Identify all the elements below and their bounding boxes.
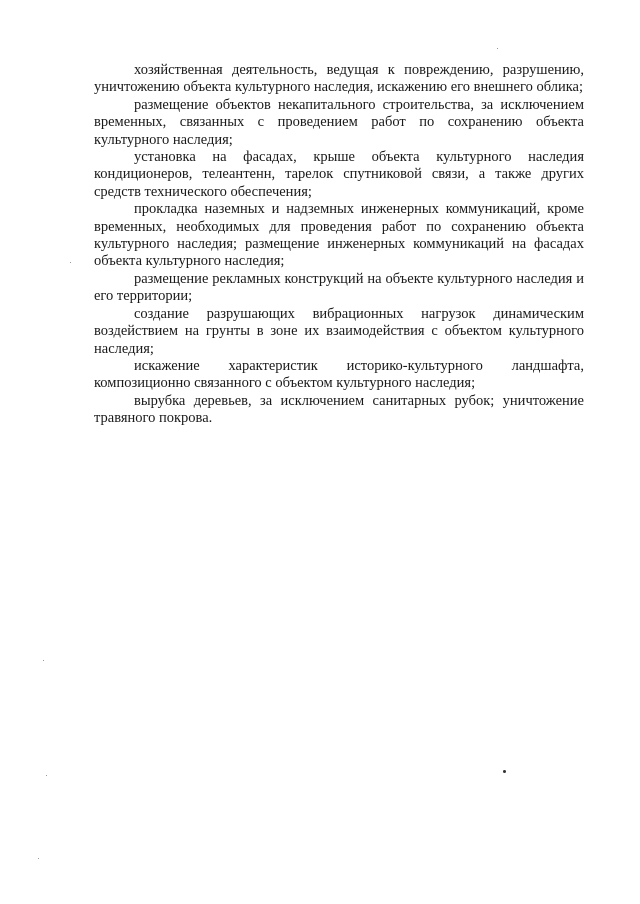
- restrictions-list: [94, 62, 584, 428]
- scan-speck: [503, 770, 506, 773]
- scan-dot: [497, 48, 498, 49]
- scan-dot: [70, 262, 71, 263]
- scan-dot: [46, 775, 47, 776]
- paragraph-3: установка на фасадах, крыше объекта культурного наследия кондиционеров, телеантенн, тарелок спутниковой связи, а также других средств технического обеспечения;: [94, 149, 584, 200]
- paragraph-8: вырубка деревьев, за исключением санитарных рубок; уничтожение травяного покрова.: [94, 392, 584, 427]
- scan-dot: [43, 660, 44, 661]
- paragraph-2: размещение объектов некапитального строительства, за исключением временных, связанных с проведением работ по сохранению объекта культурного наследия;: [94, 96, 584, 148]
- paragraph-4: прокладка наземных и надземных инженерных коммуникаций, кроме временных, необходимых для проведения работ по сохранению объекта культурного наследия; размещение инженерных коммуникаций на фасадах объекта культурного наследия;: [94, 201, 584, 270]
- scan-dot: [38, 858, 39, 859]
- paragraph-7: искажение характеристик историко-культурного ландшафта, композиционно связанного с объектом культурного наследия;: [94, 357, 584, 392]
- paragraph-5: размещение рекламных конструкций на объекте культурного наследия и его территории;: [94, 270, 584, 305]
- paragraph-6: создание разрушающих вибрационных нагрузок динамическим воздействием на грунты в зоне их взаимодействия с объектом культурного наследия;: [94, 305, 584, 357]
- paragraph-1: хозяйственная деятельность, ведущая к повреждению, разрушению, уничтожению объекта культурного наследия, искажению его внешнего облика;: [94, 62, 584, 96]
